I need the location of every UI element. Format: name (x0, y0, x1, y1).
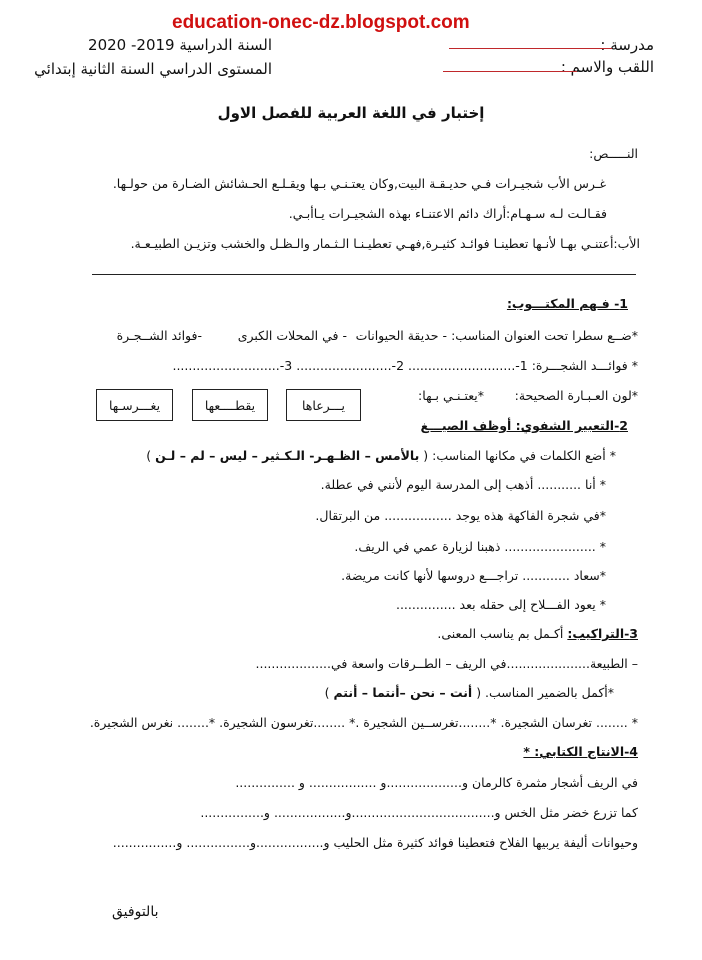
section3-header (437, 626, 638, 641)
q1-option-3: -فوائد الشــجـرة (116, 328, 202, 343)
section2-instruction-text: * أضع الكلمات في مكانها المناسب: ( (423, 448, 616, 463)
exam-title: إختبار في اللغة العربية للفصل الاول (217, 104, 485, 122)
section3-instruction2-text: *أكمل بالضمير المناسب. ( (476, 685, 614, 700)
school-label: مدرسة : (600, 36, 654, 54)
section2-instruction (146, 448, 616, 463)
school-year: السنة الدراسية 2019- 2020 (88, 36, 272, 54)
text-line-3: الأب:أعتنـي بهـا لأنـها تعطينـا فوائـد كثيـرة,فهـي تعطيـنـا الـثـمار والـظـل والخشب وتزيـن الطبيـعـة. (130, 236, 640, 251)
section2-line-2: *في شجرة الفاكهة هذه يوجد ................. من البرتقال. (315, 508, 606, 523)
school-line (449, 48, 612, 49)
name-label: اللقب والاسم : (560, 58, 654, 76)
answer-box-2[interactable]: يقطــــعها (192, 389, 268, 421)
answer-box-1[interactable]: يـــرعاها (286, 389, 361, 421)
section3-instruction: أكـمل بم يناسب المعنى. (437, 626, 564, 641)
section3-line-1: – الطبيعة.....................في الريف – الطــرقات واسعة في................... (255, 656, 638, 671)
footer-greeting: بالتوفيق (112, 904, 159, 920)
text-label: النـــــص: (589, 146, 638, 161)
q1-option-2: - في المحلات الكبرى (237, 328, 347, 343)
text-line-1: غـرس الأب شجيـرات فـي حديـقـة البيت,وكان يعتـنـي بـها ويقـلـع الحـشائش الضـارة من حولـها. (112, 176, 606, 191)
section2-line-4: *سعاد ............ تراجـــع دروسها لأنها كانت مريضة. (341, 568, 606, 583)
section2-heading: 2-التعبير الشفوي: أوظف الصيـــغ (420, 418, 628, 433)
watermark: education-onec-dz.blogspot.com (172, 12, 470, 33)
section2-line-5: * يعود الفـــلاح إلى حقله بعد ............... (395, 597, 606, 612)
section4-line-3: وحيوانات أليفة يربيها الفلاح فتعطينا فوائد كثيرة مثل الحليب و.................و................ و................ (112, 835, 638, 850)
q3-instruction: *لون العـبـارة الصحيحة: (514, 388, 638, 403)
section4-heading: 4-الانتاج الكتابي: * (523, 744, 638, 759)
section3-instruction2 (325, 685, 614, 700)
section2-line-3: * ....................... ذهبنا لزيارة عمي في الريف. (354, 539, 606, 554)
section4-line-2: كما تزرع خضر مثل الخس و....................................و.................. و................ (200, 805, 638, 820)
section2-line-1: * أنا ........... أذهب إلى المدرسة اليوم لأنني في عطلة. (320, 477, 606, 492)
section3-pronouns: أنت – نحن –أنتما – أنتم (333, 685, 473, 700)
answer-box-3[interactable]: يغـــرسـها (96, 389, 173, 421)
section3-heading: 3-التراكيب: (567, 626, 638, 641)
section3-line-2: * ........ تغرسان الشجيرة. *........تغرســين الشجيرة .* ........تغرسون الشجيرة. *........ نغرس الشجيرة. (89, 715, 638, 730)
section3-close: ) (324, 685, 330, 700)
section2-close: ) (146, 448, 152, 463)
q1-option-1: - حديقة الحيوانات (355, 328, 447, 343)
name-line (443, 71, 577, 72)
section4-line-1: في الريف أشجار مثمرة كالرمان و...................و ................. و ............... (235, 775, 638, 790)
q3-sub: *يعتـنـي بـها: (418, 388, 484, 403)
text-line-2: فقـالـت لـه سـهـام:أراك دائم الاعتنـاء بهذه الشجيـرات يـاأبـي. (288, 206, 607, 221)
section2-words: بالأمس – الظـهـر- الـكـثير – ليس – لم – لـن (155, 448, 420, 463)
q2-line: * فوائـــد الشجـــرة: 1-........................... 2-........................ 3-........................... (172, 358, 638, 373)
section-divider (92, 274, 636, 275)
q1-instruction: *ضــع سطرا تحت العنوان المناسب: (451, 328, 638, 343)
school-level: المستوى الدراسي السنة الثانية إبتدائي (34, 60, 272, 78)
section1-heading: 1- فـهم المكتـــوب: (506, 296, 628, 311)
